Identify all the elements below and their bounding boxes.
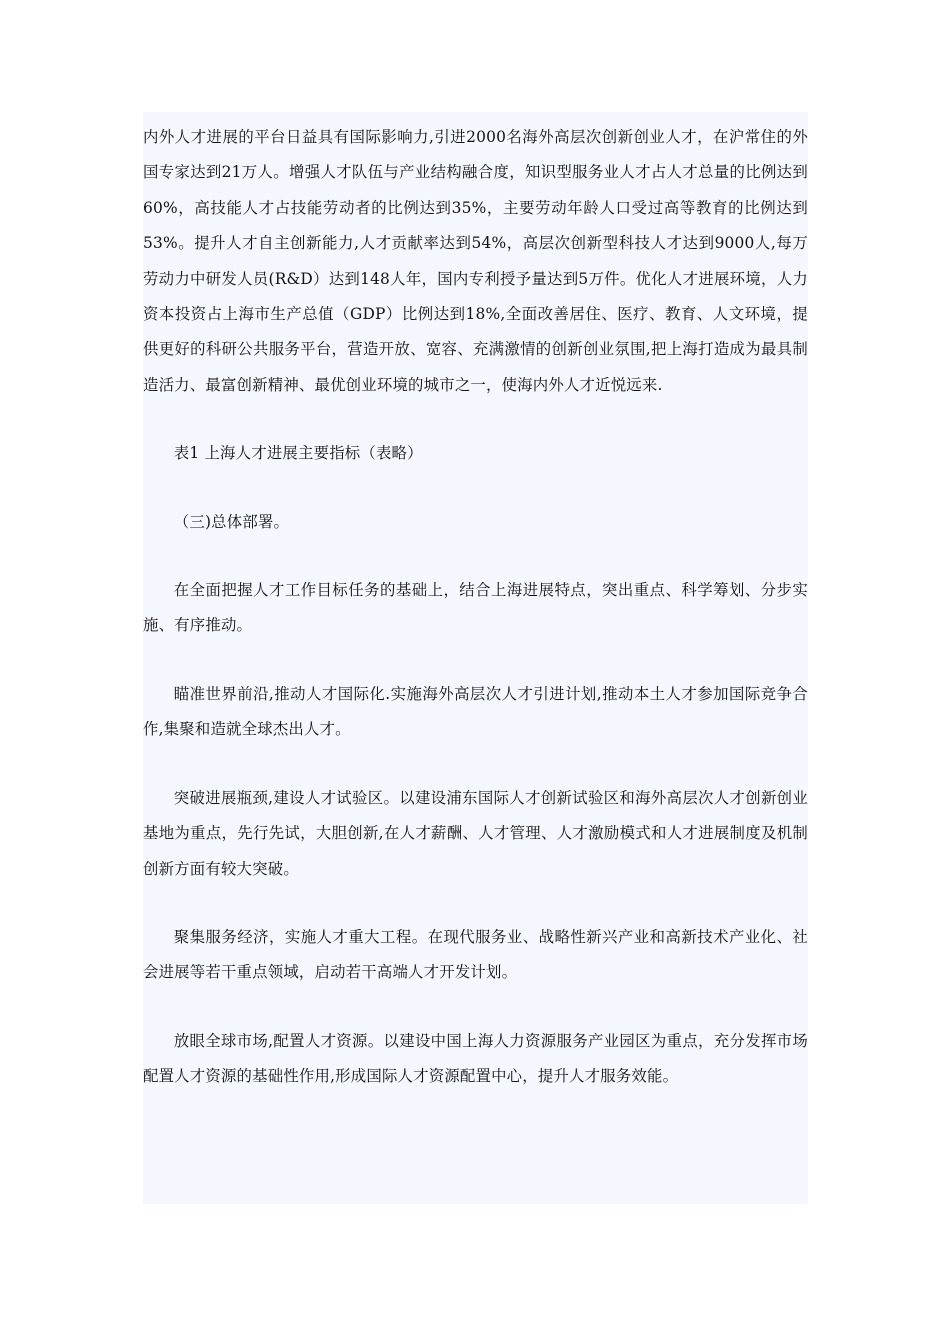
paragraph-intro-targets: 内外人才进展的平台日益具有国际影响力,引进2000名海外高层次创新创业人才，在沪常住的外国专家达到21万人。增强人才队伍与产业结构融合度，知识型服务业人才占人才总量的比例达到60%，高技能人才占技能劳动者的比例达到35%，主要劳动年龄人口受过高等教育的比例达到53%。提升人才自主创新能力,人才贡献率达到54%，高层次创新型科技人才达到9000人,每万劳动力中研发人员(R&D）达到148人年，国内专利授予量达到5万件。优化人才进展环境，人力资本投资占上海市生产总值（GDP）比例达到18%,全面改善居住、医疗、教育、人文环境，提供更好的科研公共服务平台，营造开放、宽容、充满激情的创新创业氛围,把上海打造成为最具制造活力、最富创新精神、最优创业环境的城市之一，使海内外人才近悦远来. bbox=[143, 128, 808, 394]
paragraph-service-economy: 聚集服务经济，实施人才重大工程。在现代服务业、战略性新兴产业和高新技术产业化、社会进展等若干重点领域，启动若干高端人才开发计划。 bbox=[143, 927, 808, 982]
document-body bbox=[143, 112, 808, 1204]
table-caption: 表1 上海人才进展主要指标（表略） bbox=[173, 444, 423, 463]
paragraph-pilot-zone: 突破进展瓶颈,建设人才试验区。以建设浦东国际人才创新试验区和海外高层次人才创新创业基地为重点，先行先试，大胆创新,在人才薪酬、人才管理、人才激励模式和人才进展制度及机制创新方面有较大突破。 bbox=[143, 788, 808, 878]
section-heading: （三)总体部署。 bbox=[173, 512, 290, 531]
paragraph-internationalization: 瞄准世界前沿,推动人才国际化.实施海外高层次人才引进计划,推动本土人才参加国际竞争合作,集聚和造就全球杰出人才。 bbox=[143, 684, 808, 739]
paragraph-overall: 在全面把握人才工作目标任务的基础上，结合上海进展特点，突出重点、科学筹划、分步实施、有序推动。 bbox=[143, 581, 808, 635]
paragraph-global-market: 放眼全球市场,配置人才资源。以建设中国上海人力资源服务产业园区为重点，充分发挥市场配置人才资源的基础性作用,形成国际人才资源配置中心，提升人才服务效能。 bbox=[143, 1031, 808, 1086]
